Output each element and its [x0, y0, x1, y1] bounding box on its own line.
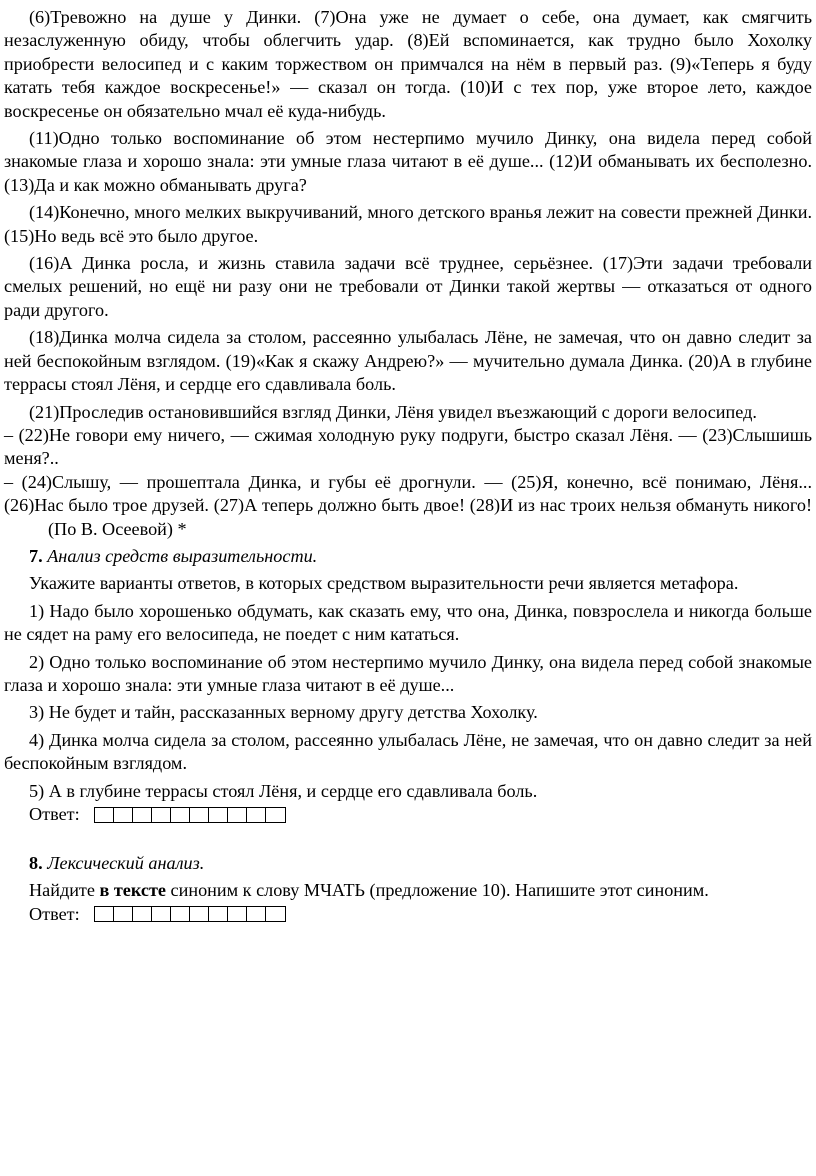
source-attribution: (По В. Осеевой) *: [48, 518, 187, 539]
text-paragraph-2: (11)Одно только воспоминание об этом нестерпимо мучило Динку, она видела перед собой знакомые глаза и хорошо знала: эти умные глаза читают в её душе... (12)И обманывать их бесполезно. (13)Да и как можно обманывать друга?: [4, 128, 812, 195]
text-paragraph-6: (21)Проследив остановившийся взгляд Динки, Лёня увидел въезжающий с дороги велосипед.: [29, 401, 757, 422]
text-paragraph-3: (14)Конечно, много мелких выкручиваний, много детского вранья лежит на совести прежней Динки. (15)Но ведь всё это было другое.: [4, 202, 812, 246]
task-8-prompt: [4, 879, 812, 902]
task-7-heading: [4, 545, 812, 568]
task-7-option-1: 1) Надо было хорошенько обдумать, как сказать ему, что она, Динка, повзрослела и никогда больше не сядет на раму его велосипеда, не поедет с ним кататься.: [4, 600, 812, 645]
task-8-answer-row: [29, 903, 812, 926]
section-spacer: [4, 830, 812, 852]
task-8-title: Лексический анализ.: [47, 853, 205, 873]
task-7-number: 7.: [29, 545, 43, 566]
task-7-option-2: 2) Одно только воспоминание об этом нестерпимо мучило Динку, она видела перед собой знакомые глаза и хорошо знала: эти умные глаза читают в её душе...: [4, 651, 812, 695]
answer-box[interactable]: [171, 808, 190, 822]
text-paragraph-4: (16)А Динка росла, и жизнь ставила задачи всё труднее, серьёзнее. (17)Эти задачи требовали смелых решений, но ещё ни разу они не требовали от Динки такой жертвы — отказаться от одного ради другого.: [4, 253, 812, 320]
task-8-prompt-start: Найдите: [29, 880, 100, 901]
answer-box[interactable]: [266, 808, 285, 822]
answer-box[interactable]: [228, 808, 247, 822]
answer-box[interactable]: [190, 907, 209, 921]
text-paragraph-7: – (22)Не говори ему ничего, — сжимая холодную руку подруги, быстро сказал Лёня. — (23)Слышишь меня?..: [4, 424, 812, 469]
answer-box[interactable]: [114, 808, 133, 822]
task-7-option-3: 3) Не будет и тайн, рассказанных верному другу детства Хохолку.: [29, 702, 538, 723]
text-paragraph-8: [4, 471, 812, 541]
answer-box[interactable]: [152, 907, 171, 921]
text-paragraph-1: (6)Тревожно на душе у Динки. (7)Она уже не думает о себе, она думает, как смягчить незаслуженную обиду, чтобы облегчить удар. (8)Ей вспоминается, как трудно было Хохолку приобрести велосипед и с каким торжеством он примчался на нём в первый раз. (9)«Теперь я буду катать тебя каждое воскресенье!» — сказал он тогда. (10)И с тех пор, уже второе лето, каждое воскресенье он обязательно мчал её куда-нибудь.: [4, 7, 812, 121]
answer-box[interactable]: [190, 808, 209, 822]
answer-box[interactable]: [133, 808, 152, 822]
task-7-title: Анализ средств выразительности.: [47, 545, 318, 566]
task-7-prompt: Укажите варианты ответов, в которых средством выразительности речи является метафора.: [29, 573, 739, 594]
answer-box[interactable]: [152, 808, 171, 822]
task-7-answer-row: [29, 803, 812, 826]
task-8-heading: [4, 852, 812, 875]
answer-box[interactable]: [114, 907, 133, 921]
task-7-answer-boxes[interactable]: [94, 807, 286, 823]
task-7-option-5: 5) А в глубине террасы стоял Лёня, и сердце его сдавливала боль.: [29, 780, 538, 801]
answer-box[interactable]: [247, 907, 266, 921]
task-8-prompt-end: синоним к слову МЧАТЬ (предложение 10). Напишите этот синоним.: [165, 880, 709, 901]
task-7-answer-label: Ответ:: [29, 803, 80, 824]
answer-box[interactable]: [266, 907, 285, 921]
task-8-answer-boxes[interactable]: [94, 906, 286, 922]
text-paragraph-5: (18)Динка молча сидела за столом, рассеянно улыбалась Лёне, не замечая, что он давно следит за ней беспокойным взглядом. (19)«Как я скажу Андрею?» — мучительно думала Динка. (20)А в глубине террасы стоял Лёня, и сердце его сдавливала боль.: [4, 327, 812, 395]
answer-box[interactable]: [95, 907, 114, 921]
answer-box[interactable]: [209, 808, 228, 822]
answer-box[interactable]: [209, 907, 228, 921]
text-paragraph-8-body: – (24)Слышу, — прошептала Динка, и губы её дрогнули. — (25)Я, конечно, всё понимаю, Лёня... (26)Нас было трое друзей. (27)А теперь должно быть двое! (28)И из нас троих нельзя обмануть никого!: [4, 471, 812, 516]
answer-box[interactable]: [171, 907, 190, 921]
task-7-option-4: 4) Динка молча сидела за столом, рассеянно улыбалась Лёне, не замечая, что он давно следит за ней беспокойным взглядом.: [4, 729, 812, 774]
task-8-answer-label: Ответ:: [29, 903, 80, 924]
answer-box[interactable]: [228, 907, 247, 921]
task-8-number: 8.: [29, 853, 43, 873]
task-8-prompt-bold: в тексте: [99, 880, 166, 901]
answer-box[interactable]: [95, 808, 114, 822]
answer-box[interactable]: [133, 907, 152, 921]
answer-box[interactable]: [247, 808, 266, 822]
